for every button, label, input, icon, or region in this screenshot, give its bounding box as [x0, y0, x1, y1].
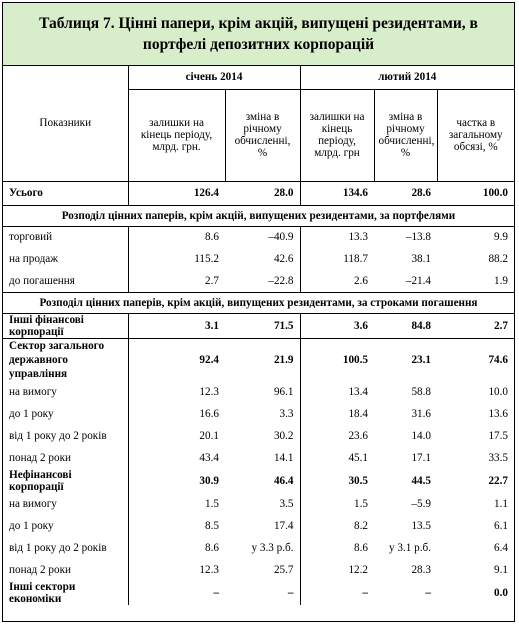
cell: 2.7	[128, 270, 225, 292]
cell: 28.3	[411, 563, 432, 576]
cell: 74.6	[437, 338, 514, 381]
table-row	[3, 381, 514, 403]
table-row	[3, 248, 514, 270]
cell: 0.0	[494, 586, 509, 599]
row-label: понад 2 роки	[9, 563, 72, 576]
cell: 33.5	[488, 451, 509, 464]
row-label: Інші сектори економіки	[9, 580, 76, 605]
cell: 10.0	[488, 385, 509, 398]
cell: 1.9	[494, 274, 509, 287]
cell: 126.4	[128, 181, 225, 205]
cell: 12.2	[300, 559, 374, 581]
cell: 8.6	[128, 537, 225, 559]
cell: 3.5	[279, 497, 294, 510]
cell: 1.5	[300, 493, 374, 515]
cell: 30.5	[300, 469, 374, 493]
cell: 25.7	[273, 563, 294, 576]
cell: 43.4	[128, 447, 225, 469]
cell: 2.6	[300, 270, 374, 292]
cell: 3.6	[300, 313, 374, 338]
cell: 84.8	[411, 319, 432, 332]
row-label: на вимогу	[9, 385, 57, 398]
cell: 44.5	[411, 474, 432, 487]
section-title: Розподіл цінних паперів, крім акцій, випущених резидентами, за портфелями	[3, 205, 514, 226]
col-stock-feb: залишки на кінець періоду, млрд. грн	[300, 89, 374, 181]
cell: 71.5	[273, 319, 294, 332]
cell: –	[425, 586, 432, 599]
cell: 8.6	[300, 537, 374, 559]
cell: 1.1	[494, 497, 509, 510]
table-row	[3, 559, 514, 581]
cell: 17.5	[488, 429, 509, 442]
cell: 30.2	[273, 429, 294, 442]
cell: 6.1	[494, 519, 509, 532]
table-row	[3, 270, 514, 292]
cell: 118.7	[300, 248, 374, 270]
col-stock-jan: залишки на кінець періоду, млрд. грн.	[128, 89, 225, 181]
cell: у 3.3 р.б.	[251, 541, 294, 554]
cell: 100.0	[482, 187, 509, 199]
data-table	[3, 66, 514, 605]
row-label: від 1 року до 2 років	[9, 541, 107, 554]
indicators-header: Показники	[3, 66, 128, 181]
cell: 28.0	[273, 187, 294, 199]
cell: 22.7	[488, 474, 509, 487]
cell: 2.7	[494, 319, 509, 332]
section-portfolio	[3, 205, 514, 226]
table-row	[3, 537, 514, 559]
row-label: Інші фінансові корпорації	[9, 313, 84, 338]
row-label: до 1 року	[9, 519, 54, 532]
row-label: до погашення	[9, 274, 75, 287]
col-share-feb: частка в загальному обсязі, %	[437, 89, 514, 181]
cell: 45.1	[300, 447, 374, 469]
table-row	[3, 581, 514, 605]
cell: 3.3	[279, 407, 294, 420]
cell: 12.3	[128, 559, 225, 581]
row-label: на продаж	[9, 253, 58, 265]
feb-header: лютий 2014	[300, 66, 514, 89]
cell: 58.8	[411, 385, 432, 398]
cell: 38.1	[411, 253, 432, 265]
table-row	[3, 338, 514, 381]
cell: –	[300, 581, 374, 605]
cell: –22.8	[268, 274, 294, 287]
table-row	[3, 469, 514, 493]
table-title: Таблиця 7. Цінні папери, крім акцій, випущені резидентами, в портфелі депозитних корпорацій	[3, 3, 514, 66]
cell: –21.4	[405, 274, 432, 287]
cell: 8.5	[128, 515, 225, 537]
cell: 46.4	[273, 474, 294, 487]
row-label: Усього	[9, 187, 43, 199]
cell: 100.5	[300, 338, 374, 381]
cell: 23.6	[300, 425, 374, 447]
cell: 13.5	[411, 519, 432, 532]
cell: 18.4	[300, 403, 374, 425]
col-change-feb: зміна в річному обчисленні, %	[374, 89, 437, 181]
cell: 8.6	[128, 226, 225, 248]
cell: 20.1	[128, 425, 225, 447]
cell: 134.6	[300, 181, 374, 205]
cell: –	[128, 581, 225, 605]
cell: 14.1	[273, 451, 294, 464]
cell: 21.9	[225, 338, 300, 381]
row-label: понад 2 роки	[9, 451, 72, 464]
table-row	[3, 226, 514, 248]
cell: 9.1	[494, 563, 509, 576]
cell: 17.1	[411, 451, 432, 464]
cell: 17.4	[273, 519, 294, 532]
col-change-jan: зміна в річному обчисленні, %	[225, 89, 300, 181]
cell: 13.3	[300, 226, 374, 248]
cell: 3.1	[128, 313, 225, 338]
cell: 30.9	[128, 469, 225, 493]
cell: 6.4	[494, 541, 509, 554]
jan-header: січень 2014	[128, 66, 300, 89]
cell: 115.2	[128, 248, 225, 270]
row-label: від 1 року до 2 років	[9, 429, 107, 442]
section-title: Розподіл цінних паперів, крім акцій, випущених резидентами, за строками погашення	[3, 292, 514, 313]
row-label: на вимогу	[9, 497, 57, 510]
cell: 13.6	[488, 407, 509, 420]
table-row	[3, 493, 514, 515]
table-row	[3, 403, 514, 425]
cell: 23.1	[374, 338, 437, 381]
cell: 16.6	[128, 403, 225, 425]
cell: 28.6	[411, 187, 432, 199]
cell: –5.9	[411, 497, 432, 510]
row-label: Нефінансові корпорації	[9, 468, 72, 493]
row-label: торговий	[9, 231, 53, 244]
table-frame	[2, 2, 515, 622]
cell: 96.1	[273, 385, 294, 398]
cell: 42.6	[273, 253, 294, 265]
cell: –	[287, 586, 294, 599]
cell: 88.2	[488, 253, 509, 265]
cell: –40.9	[268, 231, 294, 244]
cell: 31.6	[411, 407, 432, 420]
table-row	[3, 447, 514, 469]
cell: 12.3	[128, 381, 225, 403]
cell: 8.2	[300, 515, 374, 537]
cell: 13.4	[300, 381, 374, 403]
cell: 14.0	[411, 429, 432, 442]
table-row	[3, 313, 514, 338]
row-label: до 1 року	[9, 407, 54, 420]
cell: –13.8	[405, 231, 432, 244]
section-maturity	[3, 292, 514, 313]
cell: 92.4	[128, 338, 225, 381]
cell: 9.9	[494, 231, 509, 244]
total-row	[3, 181, 514, 205]
table-row	[3, 515, 514, 537]
table-row	[3, 425, 514, 447]
row-label: Сектор загального державного управління	[3, 338, 128, 381]
cell: 1.5	[128, 493, 225, 515]
cell: у 3.1 р.б.	[388, 541, 432, 554]
